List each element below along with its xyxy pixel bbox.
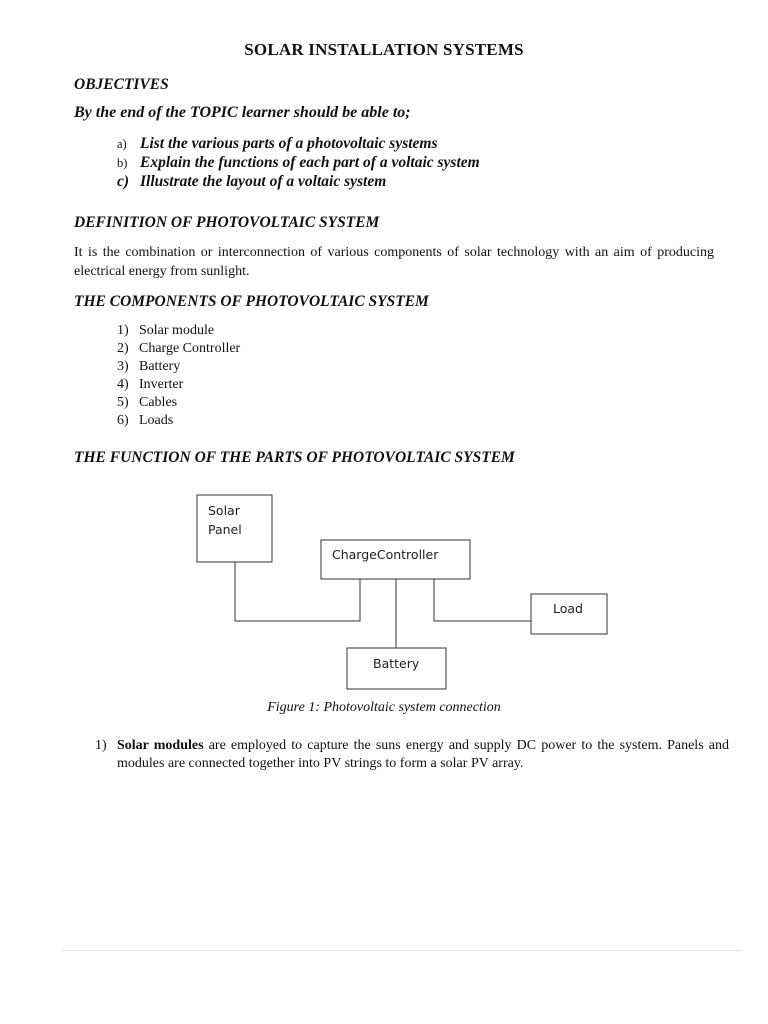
component-item: [117, 322, 240, 340]
battery-label: Battery: [373, 656, 420, 671]
component-marker: 4): [117, 377, 129, 392]
component-item: [117, 340, 240, 358]
component-item: [117, 394, 240, 412]
component-marker: 1): [117, 323, 129, 338]
component-text: Loads: [139, 413, 174, 428]
components-list: [117, 322, 240, 430]
load-label: Load: [553, 601, 583, 616]
components-heading: THE COMPONENTS OF PHOTOVOLTAIC SYSTEM: [74, 293, 429, 310]
solar-panel-label-line2: Panel: [208, 522, 242, 537]
objectives-intro: By the end of the TOPIC learner should be able to;: [74, 104, 411, 121]
objective-item: [117, 153, 480, 172]
objectives-heading: OBJECTIVES: [74, 76, 169, 93]
objective-item: [117, 134, 480, 153]
definition-heading: DEFINITION OF PHOTOVOLTAIC SYSTEM: [74, 214, 380, 231]
objective-text: List the various parts of a photovoltaic systems: [140, 135, 438, 152]
functions-heading: THE FUNCTION OF THE PARTS OF PHOTOVOLTAIC SYSTEM: [74, 449, 515, 466]
component-marker: 5): [117, 395, 129, 410]
component-marker: 2): [117, 341, 129, 356]
component-text: Solar module: [139, 323, 215, 338]
document-title: SOLAR INSTALLATION SYSTEMS: [244, 40, 524, 59]
function-item: [95, 737, 729, 773]
objective-text: Illustrate the layout of a voltaic system: [140, 173, 387, 190]
functions-list: [95, 737, 729, 773]
component-marker: 6): [117, 413, 129, 428]
function-text: are employed to capture the suns energy and supply DC power to the system. Panels and modules are connected together into PV strings to form a solar PV array.: [117, 738, 729, 771]
panel-to-controller-wire: [235, 562, 360, 621]
component-text: Inverter: [139, 377, 184, 392]
function-term: Solar modules: [117, 738, 204, 753]
component-item: [117, 412, 240, 430]
objective-marker: a): [117, 137, 127, 151]
objectives-list: [117, 134, 480, 191]
pv-system-diagram: [0, 480, 768, 720]
objective-item: [117, 172, 480, 191]
figure-caption: Figure 1: Photovoltaic system connection: [267, 700, 501, 715]
component-marker: 3): [117, 359, 129, 374]
controller-to-load-wire: [434, 579, 531, 621]
objective-marker: c): [117, 173, 130, 190]
solar-panel-label-line1: Solar: [208, 503, 240, 518]
component-text: Charge Controller: [139, 341, 241, 356]
component-item: [117, 358, 240, 376]
objective-text: Explain the functions of each part of a voltaic system: [140, 154, 480, 171]
component-text: Battery: [139, 359, 181, 374]
definition-paragraph: It is the combination or interconnection of various components of solar technology with an aim of producing electrical energy from sunlight.: [74, 245, 714, 279]
component-item: [117, 376, 240, 394]
component-text: Cables: [139, 395, 178, 410]
charge-controller-label: ChargeController: [332, 547, 439, 562]
page-divider: [62, 950, 742, 951]
objective-marker: b): [117, 156, 128, 170]
function-marker: 1): [95, 738, 107, 753]
